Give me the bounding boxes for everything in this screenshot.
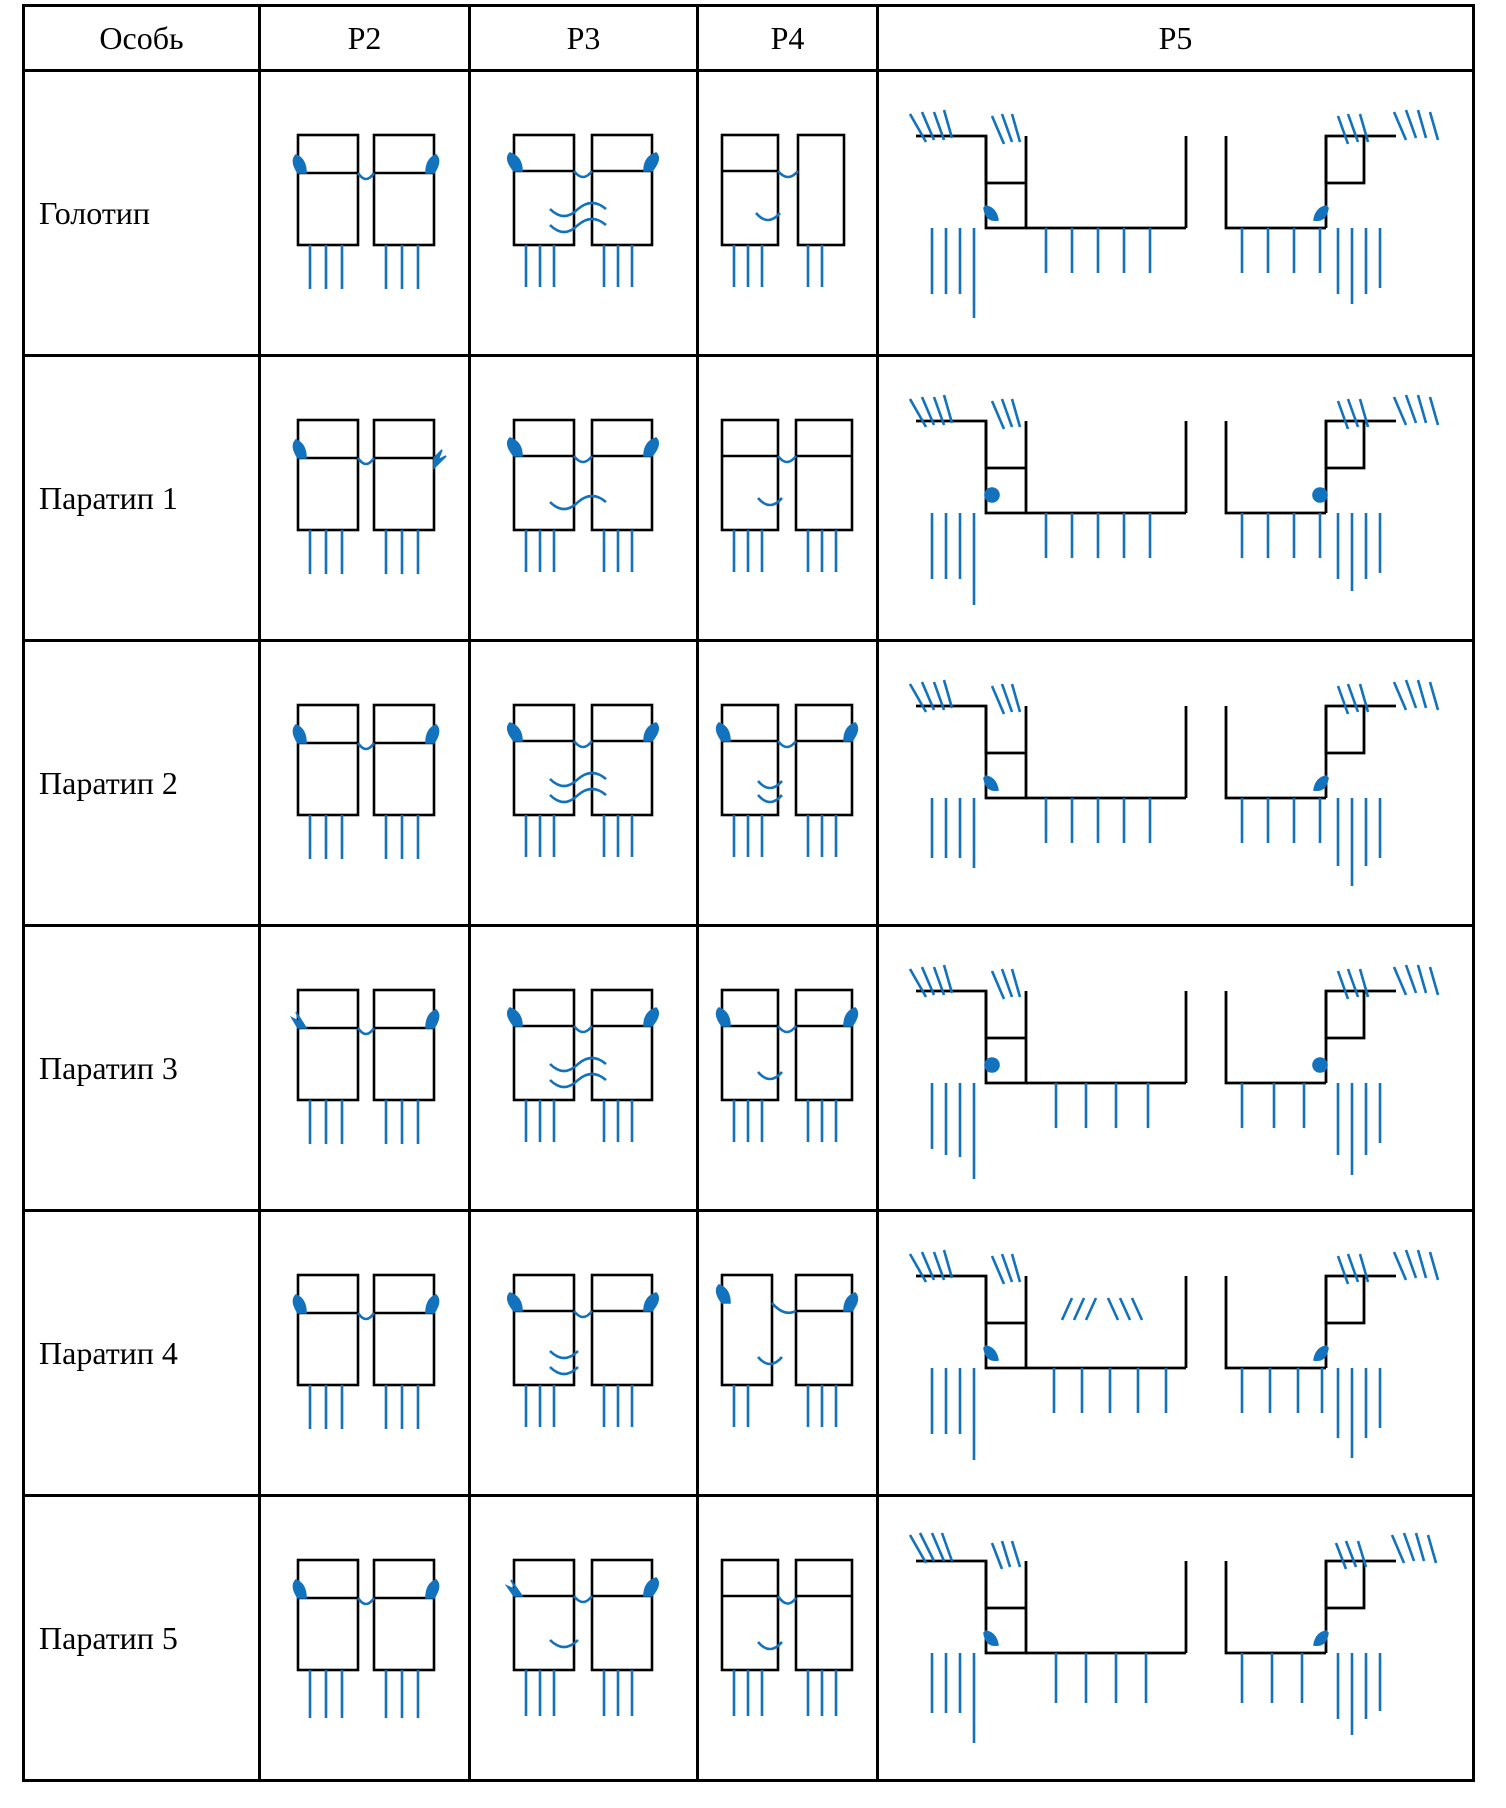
diagram-p3-paratype-3 <box>484 968 684 1168</box>
cell-paratype1-p3 <box>470 356 698 641</box>
cell-paratype5-p4 <box>698 1496 878 1781</box>
diagram-p5-paratype-4 <box>886 1228 1466 1478</box>
diagram-p4-paratype-3 <box>708 968 868 1168</box>
cell-paratype1-p5 <box>878 356 1474 641</box>
cell-paratype5-p3 <box>470 1496 698 1781</box>
cell-paratype4-p3 <box>470 1211 698 1496</box>
row-label-paratype-3: Паратип 3 <box>24 926 260 1211</box>
cell-paratype3-p4 <box>698 926 878 1211</box>
diagram-p4-paratype-4 <box>708 1253 868 1453</box>
cell-paratype3-p5 <box>878 926 1474 1211</box>
cell-paratype4-p2 <box>260 1211 470 1496</box>
column-header-p3-label: P3 <box>566 19 601 56</box>
diagram-p3-paratype-1 <box>484 398 684 598</box>
cell-paratype4-p4 <box>698 1211 878 1496</box>
row-label-paratype-2: Паратип 2 <box>24 641 260 926</box>
column-header-p4 <box>698 6 878 71</box>
column-header-p5 <box>878 6 1474 71</box>
cell-paratype1-p2 <box>260 356 470 641</box>
diagram-p5-paratype-3 <box>886 943 1466 1193</box>
row-label-paratype-1: Паратип 1 <box>24 356 260 641</box>
figure-sheet <box>0 4 1506 1808</box>
cell-holotype-p2 <box>260 71 470 356</box>
diagram-p2-paratype-2 <box>270 683 460 883</box>
diagram-p4-paratype-5 <box>708 1538 868 1738</box>
column-header-p2-label: P2 <box>347 19 382 56</box>
cell-paratype2-p2 <box>260 641 470 926</box>
cell-paratype5-p2 <box>260 1496 470 1781</box>
diagram-p3-paratype-2 <box>484 683 684 883</box>
row-label-paratype-4: Паратип 4 <box>24 1211 260 1496</box>
column-header-specimen-label: Особь <box>99 19 184 56</box>
header-row <box>24 6 1474 71</box>
column-header-p5-label: P5 <box>1158 19 1193 56</box>
diagram-p4-paratype-1 <box>708 398 868 598</box>
diagram-p4-holotype <box>708 113 868 313</box>
row-label-paratype-5: Паратип 5 <box>24 1496 260 1781</box>
cell-holotype-p4 <box>698 71 878 356</box>
cell-paratype2-p3 <box>470 641 698 926</box>
diagram-p5-paratype-2 <box>886 658 1466 908</box>
cell-paratype5-p5 <box>878 1496 1474 1781</box>
table-row <box>24 1211 1474 1496</box>
diagram-p5-holotype <box>886 88 1466 338</box>
diagram-p2-paratype-3 <box>270 968 460 1168</box>
diagram-p3-holotype <box>484 113 684 313</box>
column-header-p3 <box>470 6 698 71</box>
cell-paratype3-p3 <box>470 926 698 1211</box>
cell-paratype2-p4 <box>698 641 878 926</box>
cell-holotype-p3 <box>470 71 698 356</box>
column-header-p2 <box>260 6 470 71</box>
diagram-p2-paratype-1 <box>270 398 460 598</box>
diagram-p3-paratype-5 <box>484 1538 684 1738</box>
table-body <box>24 71 1474 1781</box>
table-row <box>24 641 1474 926</box>
cell-holotype-p5 <box>878 71 1474 356</box>
cell-paratype1-p4 <box>698 356 878 641</box>
cell-paratype4-p5 <box>878 1211 1474 1496</box>
table-header <box>24 6 1474 71</box>
diagram-p2-paratype-5 <box>270 1538 460 1738</box>
row-label-holotype: Голотип <box>24 71 260 356</box>
table-row <box>24 356 1474 641</box>
column-header-p4-label: P4 <box>770 19 805 56</box>
cell-paratype3-p2 <box>260 926 470 1211</box>
diagram-p5-paratype-5 <box>886 1513 1466 1763</box>
table-row <box>24 926 1474 1211</box>
cell-paratype2-p5 <box>878 641 1474 926</box>
diagram-p4-paratype-2 <box>708 683 868 883</box>
diagram-p5-paratype-1 <box>886 373 1466 623</box>
table-row <box>24 71 1474 356</box>
table-row <box>24 1496 1474 1781</box>
diagram-p2-paratype-4 <box>270 1253 460 1453</box>
column-header-specimen <box>24 6 260 71</box>
diagram-p3-paratype-4 <box>484 1253 684 1453</box>
diagram-p2-holotype <box>270 113 460 313</box>
morphology-table <box>22 4 1475 1782</box>
